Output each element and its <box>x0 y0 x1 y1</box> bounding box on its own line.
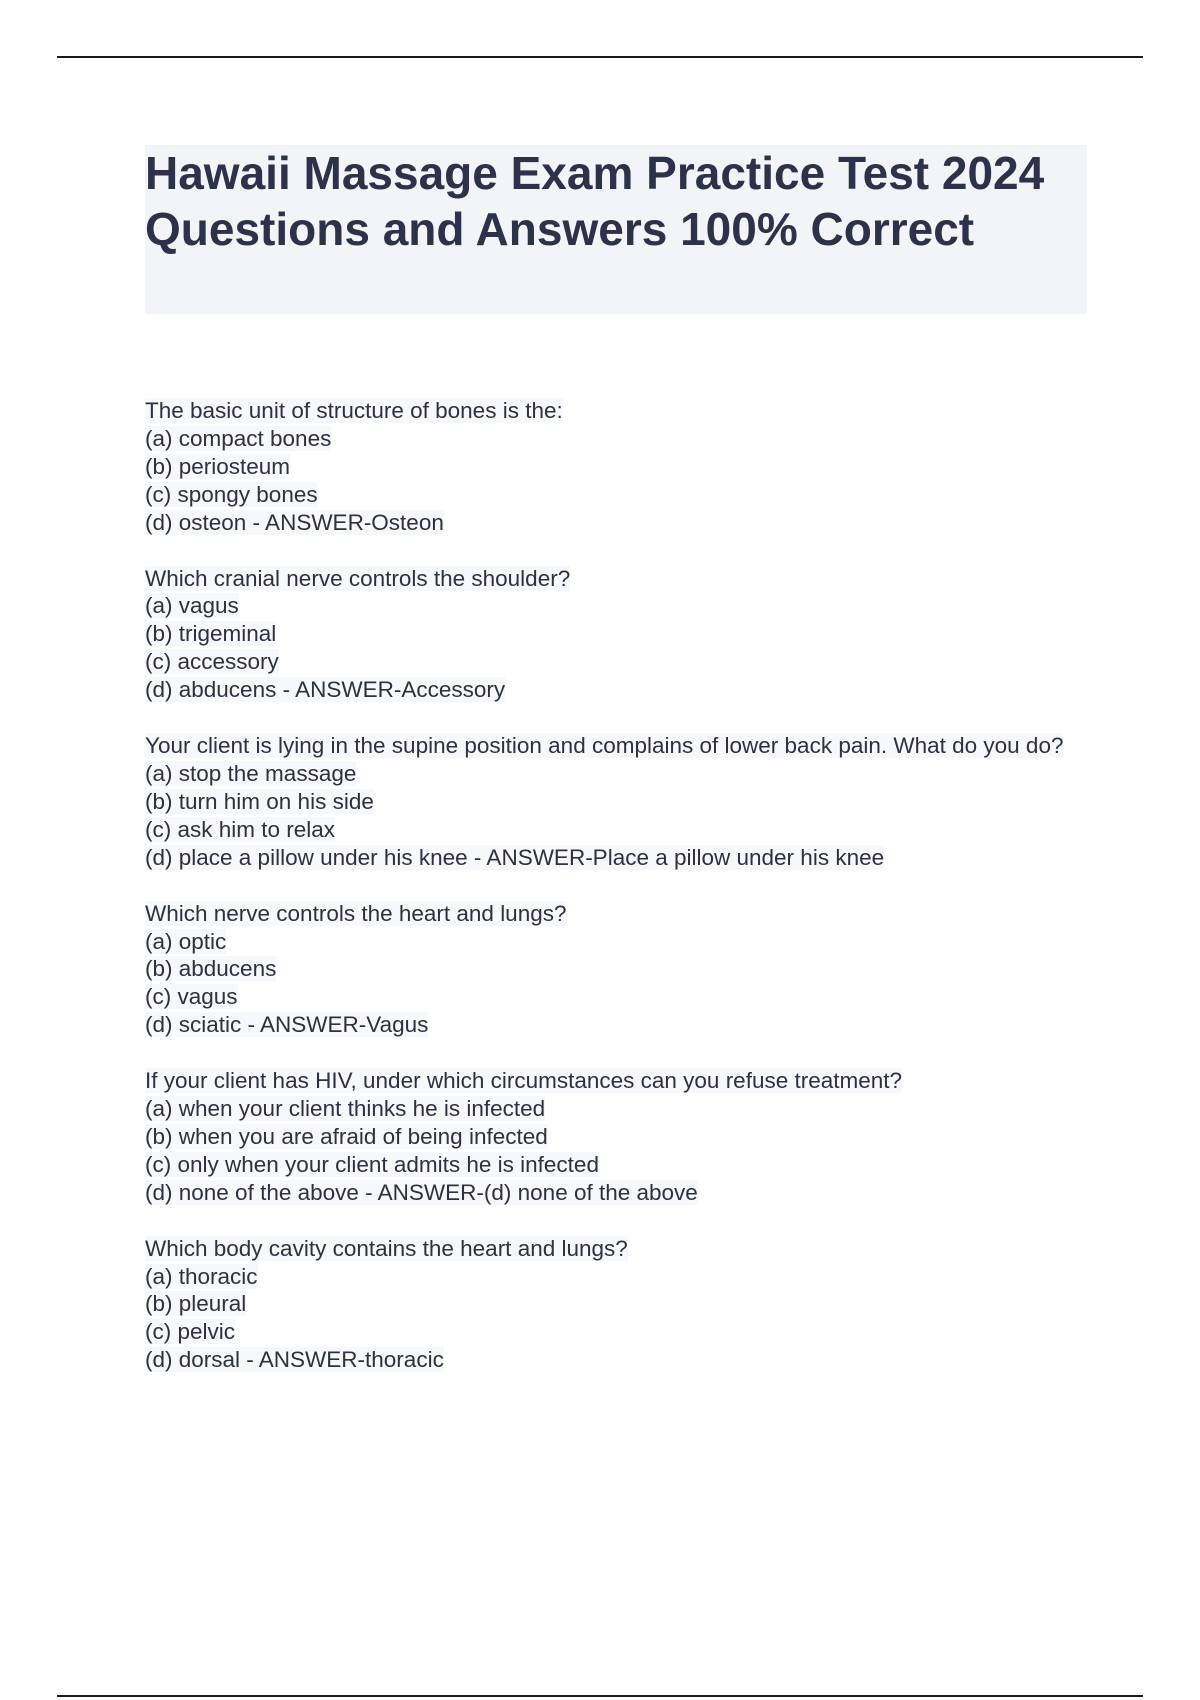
question-stem: Which cranial nerve controls the shoulder? <box>145 565 571 591</box>
question-option: (a) thoracic <box>145 1263 258 1289</box>
question-answer: (d) none of the above - ANSWER-(d) none of the above <box>145 1179 698 1205</box>
question-stem: Which nerve controls the heart and lungs? <box>145 900 567 926</box>
question-item <box>145 900 1095 1040</box>
question-item <box>145 732 1095 872</box>
question-option: (b) turn him on his side <box>145 788 374 814</box>
question-item <box>145 565 1095 705</box>
question-option: (c) accessory <box>145 649 279 675</box>
question-item <box>145 1235 1095 1375</box>
question-option: (a) optic <box>145 928 227 954</box>
question-list <box>145 397 1095 1402</box>
question-option: (b) periosteum <box>145 453 291 479</box>
title-block <box>145 145 1087 314</box>
question-item <box>145 1067 1095 1207</box>
header-rule <box>57 56 1143 58</box>
footer-rule <box>57 1695 1143 1697</box>
question-item <box>145 397 1095 537</box>
question-option: (b) pleural <box>145 1291 247 1317</box>
question-stem: Which body cavity contains the heart and lungs? <box>145 1235 628 1261</box>
question-stem: If your client has HIV, under which circumstances can you refuse treatment? <box>145 1068 903 1094</box>
question-answer: (d) osteon - ANSWER-Osteon <box>145 509 444 535</box>
question-answer: (d) place a pillow under his knee - ANSWER-Place a pillow under his knee <box>145 844 885 870</box>
question-option: (b) abducens <box>145 956 277 982</box>
question-option: (c) spongy bones <box>145 481 318 507</box>
question-option: (b) trigeminal <box>145 621 277 647</box>
question-stem: The basic unit of structure of bones is the: <box>145 398 563 423</box>
question-option: (c) ask him to relax <box>145 816 336 842</box>
question-option: (a) compact bones <box>145 425 332 451</box>
question-answer: (d) sciatic - ANSWER-Vagus <box>145 1012 429 1038</box>
question-option: (a) when your client thinks he is infected <box>145 1096 546 1122</box>
question-option: (c) vagus <box>145 984 238 1010</box>
question-answer: (d) abducens - ANSWER-Accessory <box>145 677 506 703</box>
question-option: (a) stop the massage <box>145 760 357 786</box>
question-answer: (d) dorsal - ANSWER-thoracic <box>145 1347 444 1373</box>
question-option: (c) pelvic <box>145 1319 236 1345</box>
question-option: (b) when you are afraid of being infected <box>145 1123 548 1149</box>
document-title: Hawaii Massage Exam Practice Test 2024 Questions and Answers 100% Correct <box>145 147 1045 255</box>
question-stem: Your client is lying in the supine position and complains of lower back pain. What do you do? <box>145 733 1064 759</box>
question-option: (a) vagus <box>145 593 239 619</box>
question-option: (c) only when your client admits he is infected <box>145 1151 599 1177</box>
